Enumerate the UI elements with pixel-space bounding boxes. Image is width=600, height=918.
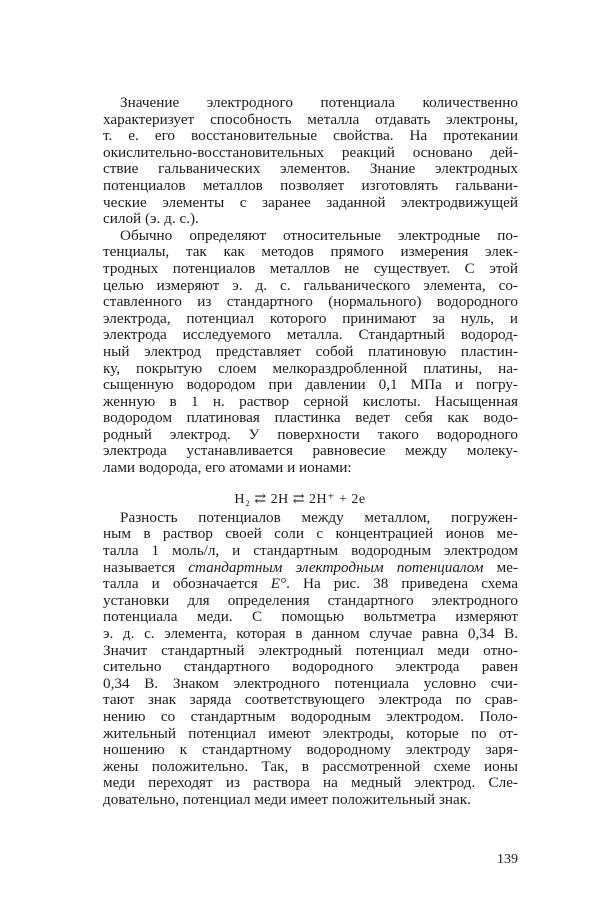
text-line-content: жены положительно. Так, в рассмотренной схеме ионы — [103, 757, 518, 775]
text-line — [103, 742, 518, 759]
text-line-content: т. е. его восстановительные свойства. На протекании — [103, 127, 518, 145]
text-line — [103, 576, 518, 593]
text-line — [103, 626, 518, 643]
text-line-content: Разность потенциалов между металлом, погружен- — [120, 508, 518, 526]
equilibrium-equation: H₂ ⇄ 2H ⇄ 2H⁺ + 2e — [234, 492, 366, 507]
emphasized-term: стандартным электродным потенциалом — [188, 558, 484, 576]
text-line-content: сыщенную водородом при давлении 0,1 МПа и погру- — [103, 376, 518, 394]
text-line-content: ношению к стандартному водородному электроду заря- — [103, 741, 518, 759]
text-line — [103, 775, 518, 792]
text-line — [103, 676, 518, 693]
text-segment: называется — [103, 558, 189, 576]
text-line-content: силой (э. д. с.). — [103, 210, 199, 228]
text-line — [103, 311, 518, 328]
text-line — [103, 427, 518, 444]
text-line-content: ный электрод представляет собой платиновую пластин- — [103, 342, 518, 360]
text-line — [103, 659, 518, 676]
text-line — [103, 593, 518, 610]
text-line-content: ческие элементы с заранее заданной электродвижущей — [103, 193, 518, 211]
text-line — [103, 792, 518, 809]
text-segment: . На рис. 38 приведена схема — [286, 575, 518, 593]
text-line — [103, 460, 518, 477]
text-line — [103, 261, 518, 278]
text-line-content: характеризует способность металла отдавать электроны, — [103, 110, 518, 128]
text-line-content: водородом платиновая пластинка ведет себя как водо- — [103, 409, 518, 427]
text-line-content: Значит стандартный электродный потенциал меди отно- — [103, 641, 518, 659]
text-line-content: электрода устанавливается равновесие между молеку- — [103, 442, 518, 460]
text-line — [103, 228, 518, 245]
page-number: 139 — [497, 852, 518, 867]
text-line-content: установки для определения стандартного электродного — [103, 591, 518, 609]
text-line — [103, 244, 518, 261]
text-segment: талла и обозначается — [103, 575, 271, 593]
text-line-content: электрода исследуемого металла. Стандартный водород- — [103, 326, 518, 344]
text-line — [103, 145, 518, 162]
text-line-content: э. д. с. элемента, которая в данном случае равна 0,34 В. — [103, 625, 518, 642]
text-segment: ме- — [483, 558, 518, 576]
text-line-content: целью измеряют э. д. с. гальванического элемента, со- — [103, 276, 518, 294]
text-line-content: нению со стандартным водородным электродом. Поло- — [103, 707, 518, 725]
text-line-content: сительно стандартного водородного электрода равен — [103, 658, 518, 676]
emphasized-term: E° — [270, 575, 287, 593]
text-line — [103, 643, 518, 660]
text-line — [103, 609, 518, 626]
text-line — [103, 344, 518, 361]
text-line — [103, 443, 518, 460]
text-line-content: тенциалы, так как методов прямого измерения элек- — [103, 243, 518, 261]
text-line-content: потенциала меди. С помощью вольтметра измеряют — [103, 608, 518, 626]
text-line — [103, 410, 518, 427]
text-line-content: ставленного из стандартного (нормального) водородного — [103, 293, 518, 311]
text-line — [103, 294, 518, 311]
text-line — [103, 361, 518, 378]
text-line — [103, 128, 518, 145]
text-line-content: Значение электродного потенциала количественно — [120, 94, 518, 111]
text-line-content: Обычно определяют относительные электродные по- — [120, 226, 518, 244]
text-line — [103, 543, 518, 560]
text-line-content: 0,34 В. Знаком электродного потенциала условно счи- — [103, 674, 518, 692]
text-line-content: окислительно-восстановительных реакций основано дей- — [103, 143, 518, 161]
text-line — [103, 526, 518, 543]
text-line-content: потенциалов металлов позволяет изготовлять гальвани- — [103, 176, 518, 194]
text-line — [103, 560, 518, 577]
text-line-content: жительный потенциал имеют электроды, которые по от- — [103, 724, 518, 742]
text-line-content: тродных потенциалов металлов не существует. С этой — [103, 259, 518, 277]
text-line — [103, 692, 518, 709]
text-line-content: женную в 1 н. раствор серной кислоты. Насыщенная — [103, 392, 518, 410]
text-line — [103, 394, 518, 411]
text-line — [103, 510, 518, 527]
text-line — [103, 161, 518, 178]
text-line — [103, 327, 518, 344]
text-line-content: лами водорода, его атомами и ионами: — [103, 459, 352, 477]
text-line — [103, 278, 518, 295]
body-text — [103, 95, 518, 809]
text-line-content: талла 1 моль/л, и стандартным водородным электродом — [103, 542, 518, 560]
text-line — [103, 178, 518, 195]
text-line — [103, 726, 518, 743]
text-line-content: довательно, потенциал меди имеет положительный знак. — [103, 790, 471, 808]
text-line — [103, 195, 518, 212]
text-line-content: меди переходят из раствора на медный электрод. Сле- — [103, 774, 518, 792]
text-line-content: ным в раствор своей соли с концентрацией ионов ме- — [103, 525, 518, 543]
text-line-content: электрода, потенциал которого принимают за нуль, и — [103, 309, 518, 327]
text-line — [103, 95, 518, 112]
text-line — [103, 112, 518, 129]
text-line-content: тают знак заряда соответствующего электрода по срав- — [103, 691, 518, 709]
text-line — [103, 759, 518, 776]
text-line — [103, 709, 518, 726]
text-line-content: ствие гальванических элементов. Знание электродных — [103, 160, 518, 178]
text-line-content: ку, покрытую слоем мелкораздробленной платины, на- — [103, 359, 518, 377]
text-line — [103, 377, 518, 394]
text-line — [103, 211, 518, 228]
text-line-content: родный электрод. У поверхности такого водородного — [103, 425, 518, 443]
